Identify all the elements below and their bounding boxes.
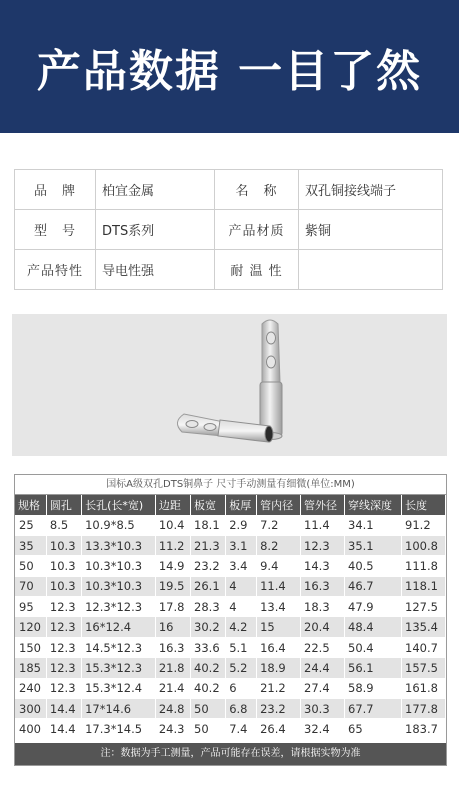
column-header: 板厚	[226, 495, 257, 515]
spec-label: 耐 温 性	[215, 250, 299, 290]
column-header: 长孔(长*宽)	[82, 495, 156, 515]
table-cell: 50	[191, 719, 226, 739]
table-cell: 23.2	[257, 699, 301, 719]
table-cell: 27.4	[301, 678, 345, 698]
table-cell: 50	[15, 556, 46, 576]
table-cell: 11.4	[257, 576, 301, 596]
table-cell: 6.8	[226, 699, 257, 719]
table-cell: 21.2	[257, 678, 301, 698]
table-cell: 35	[15, 535, 46, 555]
spec-label: 名 称	[215, 170, 299, 210]
table-cell: 10.3*10.3	[82, 576, 156, 596]
table-cell: 47.9	[345, 597, 402, 617]
table-cell: 240	[15, 678, 46, 698]
table-cell: 50.4	[345, 637, 402, 657]
table-cell: 24.4	[301, 658, 345, 678]
column-header: 长度	[402, 495, 446, 515]
column-header: 管内径	[257, 495, 301, 515]
table-cell: 5.2	[226, 658, 257, 678]
table-cell: 2.9	[226, 515, 257, 535]
table-cell: 32.4	[301, 719, 345, 739]
table-cell: 12.3	[46, 678, 81, 698]
column-header: 穿线深度	[345, 495, 402, 515]
table-cell: 7.2	[257, 515, 301, 535]
table-cell: 10.3*10.3	[82, 556, 156, 576]
table-cell: 127.5	[402, 597, 446, 617]
column-header: 板宽	[191, 495, 226, 515]
table-cell: 21.3	[191, 535, 226, 555]
table-cell: 18.1	[191, 515, 226, 535]
table-cell: 15.3*12.4	[82, 678, 156, 698]
column-header: 规格	[15, 495, 46, 515]
table-cell: 6	[226, 678, 257, 698]
table-cell: 65	[345, 719, 402, 739]
table-cell: 14.4	[46, 719, 81, 739]
table-cell: 8.2	[257, 535, 301, 555]
spec-label: 产品特性	[15, 250, 96, 290]
table-row	[15, 576, 446, 596]
table-row	[15, 617, 446, 637]
table-cell: 17*14.6	[82, 699, 156, 719]
table-cell: 24.3	[155, 719, 190, 739]
table-cell: 135.4	[402, 617, 446, 637]
table-cell: 10.3	[46, 535, 81, 555]
spec-value	[299, 250, 443, 290]
table-cell: 11.2	[155, 535, 190, 555]
spec-row	[15, 250, 443, 290]
table-cell: 25	[15, 515, 46, 535]
table-cell: 140.7	[402, 637, 446, 657]
table-cell: 120	[15, 617, 46, 637]
spec-value: 柏宜金属	[96, 170, 215, 210]
table-cell: 185	[15, 658, 46, 678]
table-cell: 157.5	[402, 658, 446, 678]
table-cell: 11.4	[301, 515, 345, 535]
table-cell: 17.8	[155, 597, 190, 617]
table-cell: 50	[191, 699, 226, 719]
spec-row	[15, 170, 443, 210]
table-cell: 40.2	[191, 678, 226, 698]
table-cell: 67.7	[345, 699, 402, 719]
table-row	[15, 658, 446, 678]
product-photo	[12, 314, 447, 456]
table-cell: 48.4	[345, 617, 402, 637]
table-cell: 34.1	[345, 515, 402, 535]
table-cell: 17.3*14.5	[82, 719, 156, 739]
spec-value: 紫铜	[299, 210, 443, 250]
table-cell: 95	[15, 597, 46, 617]
table-cell: 300	[15, 699, 46, 719]
table-cell: 14.5*12.3	[82, 637, 156, 657]
table-cell: 30.3	[301, 699, 345, 719]
table-cell: 12.3	[46, 597, 81, 617]
table-cell: 33.6	[191, 637, 226, 657]
table-cell: 15	[257, 617, 301, 637]
spec-row	[15, 210, 443, 250]
table-cell: 10.3	[46, 556, 81, 576]
column-header: 圆孔	[46, 495, 81, 515]
table-row	[15, 719, 446, 739]
table-cell: 13.3*10.3	[82, 535, 156, 555]
table-cell: 4.2	[226, 617, 257, 637]
table-cell: 10.9*8.5	[82, 515, 156, 535]
spec-label: 型 号	[15, 210, 96, 250]
column-header: 管外径	[301, 495, 345, 515]
copper-lug-image	[12, 314, 447, 456]
table-row	[15, 699, 446, 719]
table-cell: 70	[15, 576, 46, 596]
dimension-table-panel	[14, 474, 447, 766]
table-row	[15, 597, 446, 617]
table-cell: 22.5	[301, 637, 345, 657]
table-cell: 7.4	[226, 719, 257, 739]
table-cell: 5.1	[226, 637, 257, 657]
spec-table	[14, 169, 443, 290]
table-cell: 18.9	[257, 658, 301, 678]
table-cell: 13.4	[257, 597, 301, 617]
table-cell: 40.5	[345, 556, 402, 576]
table-cell: 16*12.4	[82, 617, 156, 637]
table-cell: 28.3	[191, 597, 226, 617]
table-row	[15, 678, 446, 698]
table-cell: 12.3	[46, 637, 81, 657]
table-cell: 20.4	[301, 617, 345, 637]
table-cell: 21.4	[155, 678, 190, 698]
dimension-table	[15, 495, 446, 740]
table-cell: 3.4	[226, 556, 257, 576]
table-cell: 150	[15, 637, 46, 657]
table-cell: 4	[226, 576, 257, 596]
spec-label: 产品材质	[215, 210, 299, 250]
table-cell: 35.1	[345, 535, 402, 555]
table-cell: 4	[226, 597, 257, 617]
table-cell: 10.4	[155, 515, 190, 535]
header-banner	[0, 0, 459, 133]
table-cell: 23.2	[191, 556, 226, 576]
table-cell: 16.3	[155, 637, 190, 657]
table-cell: 14.9	[155, 556, 190, 576]
table-cell: 12.3	[46, 658, 81, 678]
table-cell: 118.1	[402, 576, 446, 596]
table-cell: 177.8	[402, 699, 446, 719]
spec-value: 导电性强	[96, 250, 215, 290]
table-cell: 26.1	[191, 576, 226, 596]
table-cell: 91.2	[402, 515, 446, 535]
table-cell: 16	[155, 617, 190, 637]
table-cell: 8.5	[46, 515, 81, 535]
table-cell: 26.4	[257, 719, 301, 739]
spec-label: 品 牌	[15, 170, 96, 210]
table-cell: 12.3*12.3	[82, 597, 156, 617]
table-cell: 16.3	[301, 576, 345, 596]
table-cell: 18.3	[301, 597, 345, 617]
table-cell: 14.4	[46, 699, 81, 719]
table-cell: 15.3*12.3	[82, 658, 156, 678]
table-cell: 400	[15, 719, 46, 739]
table-cell: 12.3	[46, 617, 81, 637]
table-cell: 21.8	[155, 658, 190, 678]
table-row	[15, 637, 446, 657]
column-header: 边距	[155, 495, 190, 515]
table-cell: 19.5	[155, 576, 190, 596]
table-cell: 183.7	[402, 719, 446, 739]
table-cell: 24.8	[155, 699, 190, 719]
dimension-table-caption: 国标A级双孔DTS铜鼻子 尺寸手动测量有细微(单位:MM)	[15, 475, 446, 495]
table-cell: 3.1	[226, 535, 257, 555]
table-cell: 30.2	[191, 617, 226, 637]
table-row	[15, 556, 446, 576]
table-cell: 9.4	[257, 556, 301, 576]
table-cell: 10.3	[46, 576, 81, 596]
table-cell: 111.8	[402, 556, 446, 576]
table-row	[15, 515, 446, 535]
table-cell: 161.8	[402, 678, 446, 698]
spec-value: DTS系列	[96, 210, 215, 250]
table-cell: 12.3	[301, 535, 345, 555]
table-row	[15, 535, 446, 555]
spec-value: 双孔铜接线端子	[299, 170, 443, 210]
table-cell: 58.9	[345, 678, 402, 698]
banner-title: 产品数据 一目了然	[36, 45, 423, 97]
table-cell: 14.3	[301, 556, 345, 576]
table-cell: 56.1	[345, 658, 402, 678]
table-cell: 16.4	[257, 637, 301, 657]
table-cell: 100.8	[402, 535, 446, 555]
table-cell: 40.2	[191, 658, 226, 678]
table-cell: 46.7	[345, 576, 402, 596]
measurement-note: 注：数据为手工测量，产品可能存在误差，请根据实物为准	[15, 743, 446, 765]
